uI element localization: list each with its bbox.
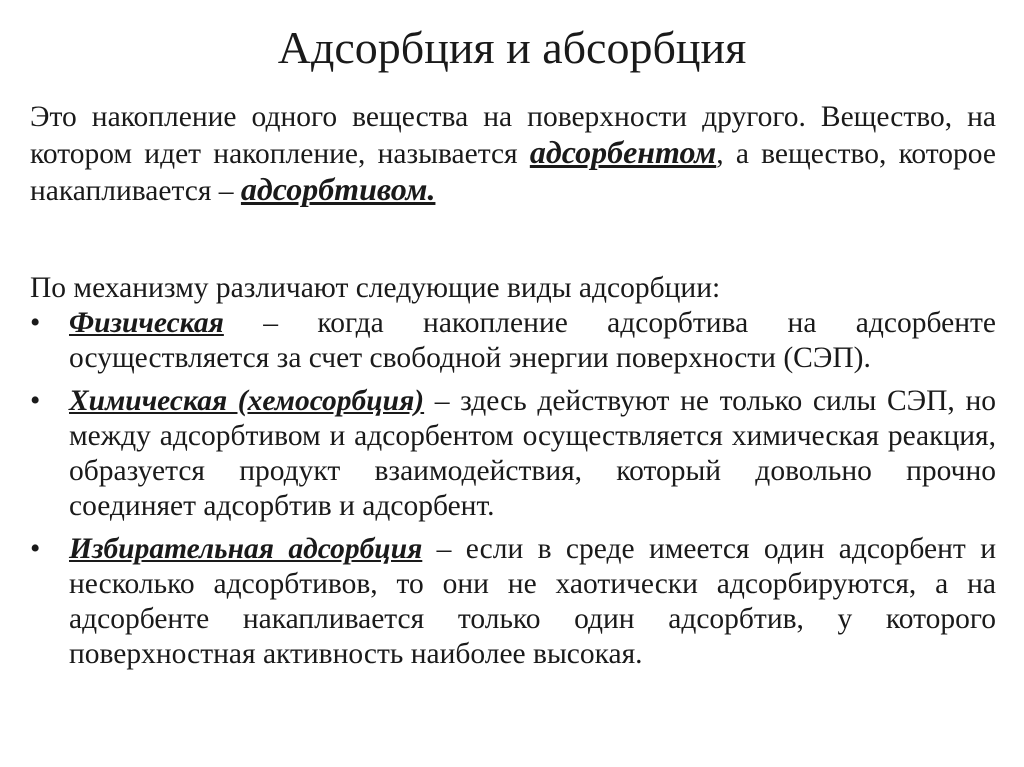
type-description: – если в среде имеется один адсорбент и несколько адсорбтивов, то они не хаотически адсорбируются, а на адсорбенте накапливается только один адсорбтив, у которого поверхностная активность наиболее высокая. bbox=[69, 533, 996, 670]
slide-content bbox=[30, 100, 996, 680]
type-term: Химическая (хемосорбция) bbox=[69, 385, 425, 417]
type-description: – здесь действуют не только силы СЭП, но между адсорбтивом и адсорбентом осуществляется химическая реакция, образуется продукт взаимодействия, который довольно прочно соединяет адсорбтив и адсорбент. bbox=[69, 385, 996, 522]
type-description: – когда накопление адсорбтива на адсорбенте осуществляется за счет свободной энергии поверхности (СЭП). bbox=[69, 307, 996, 374]
term-adsorbent: адсорбентом bbox=[529, 134, 717, 170]
definition-text-before: Это накопление одного вещества на поверхности другого. Вещество, на котором идет накопление, называется bbox=[30, 101, 996, 170]
mechanism-intro: По механизму различают следующие виды адсорбции: bbox=[30, 272, 721, 304]
type-term: Избирательная адсорбция bbox=[69, 533, 423, 565]
slide-title: Адсорбция и абсорбция bbox=[277, 22, 747, 73]
list-item-physical bbox=[30, 306, 996, 376]
term-adsorbtive: адсорбтивом. bbox=[240, 171, 436, 207]
definition-text-middle: , а вещество, которое накапливается – bbox=[30, 138, 996, 207]
bullet-icon: • bbox=[30, 307, 41, 339]
adsorption-types-list bbox=[30, 306, 996, 672]
type-term: Физическая bbox=[69, 307, 224, 339]
spacer bbox=[30, 209, 996, 271]
bullet-icon: • bbox=[30, 533, 41, 565]
definition-paragraph bbox=[30, 100, 996, 209]
list-item-chemical bbox=[30, 384, 996, 524]
list-item-selective bbox=[30, 532, 996, 672]
bullet-icon: • bbox=[30, 385, 41, 417]
